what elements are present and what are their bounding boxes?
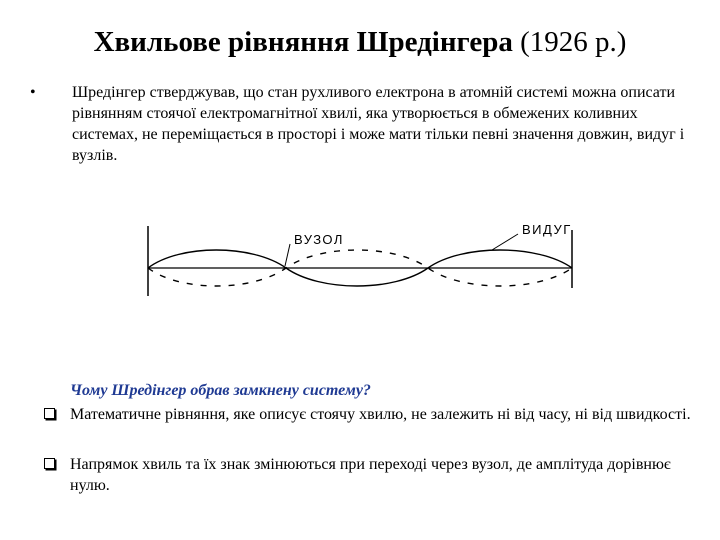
title-year: (1926 р.) [512, 26, 627, 58]
title-main: Хвильове рівняння Шредінгера [93, 26, 513, 58]
slide-title [0, 24, 720, 60]
checkbox-bullet-icon [44, 408, 55, 419]
antinode-pointer [492, 234, 518, 250]
antinode-label: ВИДУГ [522, 222, 572, 237]
intro-text: Шредінгер стверджував, що стан рухливого електрона в атомній системі можна описати рівнянням стоячої електромагнітної хвилі, яка утворюється в обмежених коливних системах, не переміщається в просторі і може мати тільки певні значення довжин, видуг і вузлів. [72, 84, 685, 164]
checkbox-bullet-icon [44, 458, 55, 469]
node-label: ВУЗОЛ [294, 232, 344, 247]
standing-wave-diagram [140, 218, 580, 308]
answer-text-1: Математичне рівняння, яке описує стоячу хвилю, не залежить ні від часу, ні від швидкості. [70, 406, 691, 423]
bullet-marker: • [30, 84, 36, 101]
node-pointer [285, 244, 290, 266]
answer-text-2: Напрямок хвиль та їх знак змінюються при переході через вузол, де амплітуда дорівнює нулю. [70, 456, 671, 494]
question-heading: Чому Шредінгер обрав замкнену систему? [70, 382, 371, 399]
